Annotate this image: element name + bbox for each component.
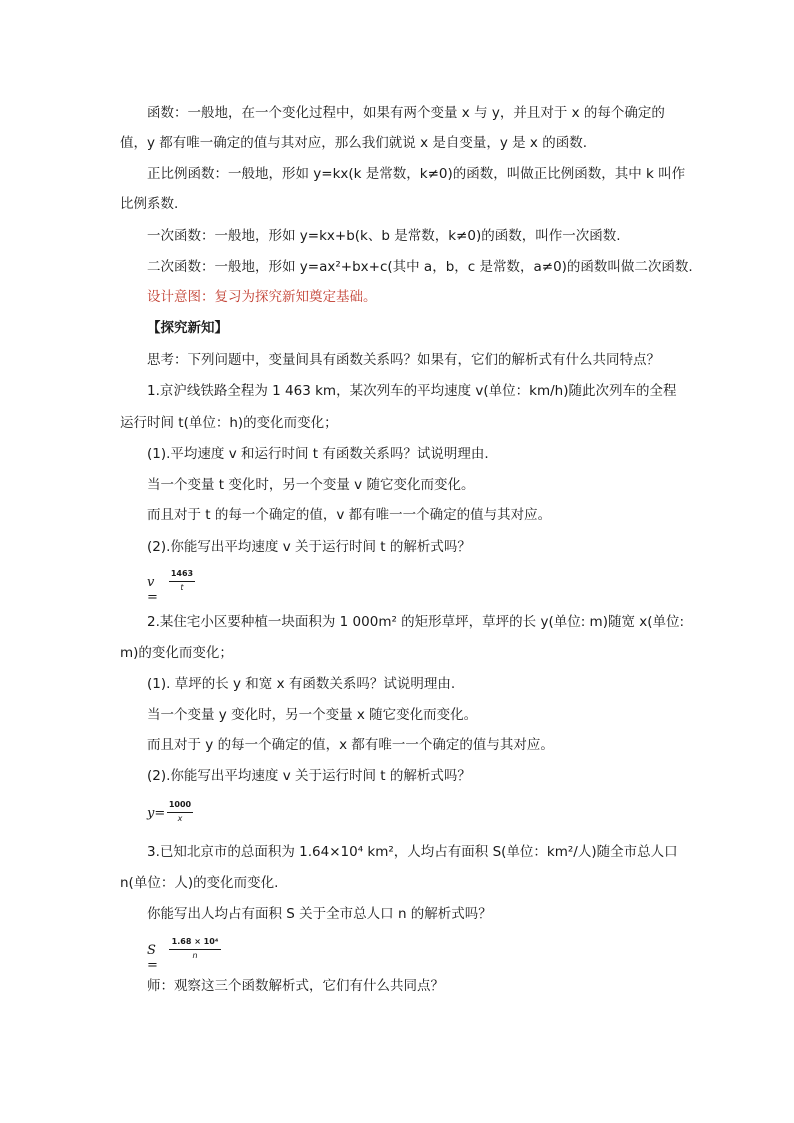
para-function-def-2: 值，y 都有唯一确定的值与其对应，那么我们就说 x 是自变量，y 是 x 的函数. [120, 135, 587, 151]
formula-area-numerator: 1.68 × 10⁴ [171, 937, 219, 946]
problem-2-line-1: 2.某住宅小区要种植一块面积为 1 000m² 的矩形草坪，草坪的长 y(单位: m)随宽 x(单位: [147, 614, 685, 630]
formula-area-lhs: S = [147, 943, 158, 973]
teacher-question: 师：观察这三个函数解析式，它们有什么共同点？ [147, 978, 444, 994]
problem-1-q2: (2).你能写出平均速度 v 关于运行时间 t 的解析式吗？ [147, 539, 471, 555]
design-intent-note: 设计意图：复习为探究新知奠定基础。 [147, 289, 377, 305]
problem-1-line-1: 1.京沪线铁路全程为 1 463 km，某次列车的平均速度 v(单位：km/h)随此次列车的全程 [147, 383, 677, 399]
para-quadratic-def: 二次函数：一般地，形如 y=ax²+bx+c(其中 a，b，c 是常数，a≠0)的函数叫做二次函数. [147, 259, 693, 275]
para-proportional-def-2: 比例系数. [120, 196, 179, 212]
problem-2-a1-line-2: 而且对于 y 的每一个确定的值，x 都有唯一一个确定的值与其对应。 [147, 737, 554, 753]
para-function-def-1: 函数：一般地，在一个变化过程中，如果有两个变量 x 与 y，并且对于 x 的每个确定的 [147, 105, 665, 121]
formula-length-numerator: 1000 [168, 800, 192, 809]
formula-velocity-lhs: v = [147, 575, 158, 605]
problem-1-q1: (1).平均速度 v 和运行时间 t 有函数关系吗？试说明理由. [147, 446, 489, 462]
formula-velocity-denominator: t [180, 583, 184, 592]
para-proportional-def-1: 正比例函数：一般地，形如 y=kx(k 是常数，k≠0)的函数，叫做正比例函数，其中 k 叫作 [147, 166, 686, 182]
problem-3-line-1: 3.已知北京市的总面积为 1.64×10⁴ km²，人均占有面积 S(单位：km²/人)随全市总人口 [147, 844, 678, 860]
formula-length-lhs: y= [147, 806, 166, 821]
para-think-question: 思考：下列问题中，变量间具有函数关系吗？如果有，它们的解析式有什么共同特点？ [147, 352, 660, 368]
fraction-bar [169, 949, 221, 950]
problem-2-a1-line-1: 当一个变量 y 变化时，另一个变量 x 随它变化而变化。 [147, 707, 478, 723]
problem-2-q2: (2).你能写出平均速度 v 关于运行时间 t 的解析式吗？ [147, 768, 471, 784]
problem-3-question: 你能写出人均占有面积 S 关于全市总人口 n 的解析式吗？ [147, 906, 492, 922]
section-heading-explore: 【探究新知】 [147, 320, 228, 336]
problem-2-q1: (1). 草坪的长 y 和宽 x 有函数关系吗？试说明理由. [147, 676, 456, 692]
problem-2-line-2: m)的变化而变化； [120, 645, 233, 661]
problem-1-a1-line-2: 而且对于 t 的每一个确定的值，v 都有唯一一个确定的值与其对应。 [147, 507, 552, 523]
formula-velocity-numerator: 1463 [170, 569, 194, 578]
para-linear-def: 一次函数：一般地，形如 y=kx+b(k、b 是常数，k≠0)的函数，叫作一次函数. [147, 228, 621, 244]
formula-area-denominator: n [192, 951, 198, 960]
formula-length-denominator: x [177, 814, 183, 823]
fraction-bar [167, 812, 193, 813]
problem-1-line-2: 运行时间 t(单位：h)的变化而变化； [120, 415, 338, 431]
problem-1-a1-line-1: 当一个变量 t 变化时，另一个变量 v 随它变化而变化。 [147, 477, 475, 493]
problem-3-line-2: n(单位：人)的变化而变化. [120, 875, 279, 891]
fraction-bar [169, 581, 195, 582]
